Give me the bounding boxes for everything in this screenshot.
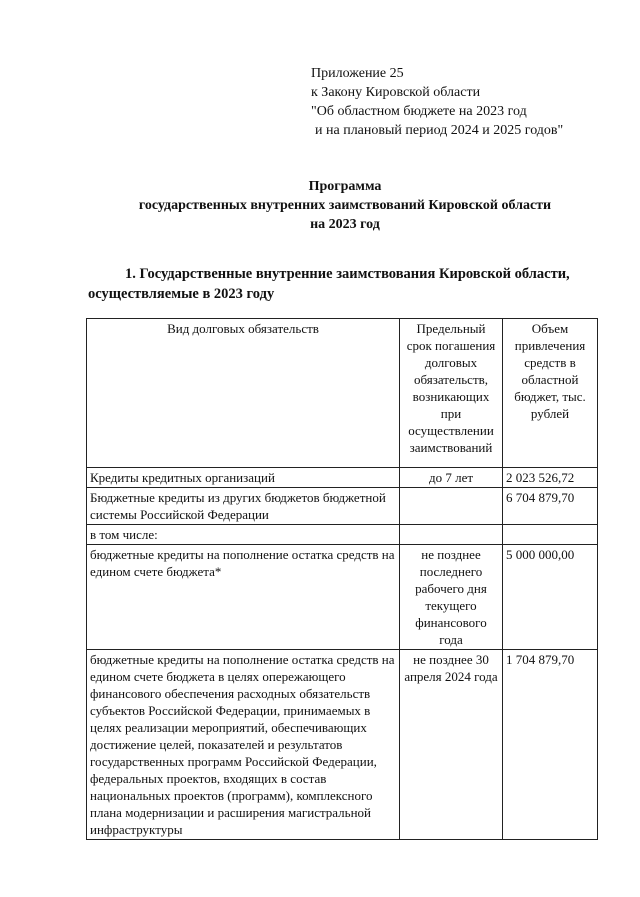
cell-amount: 1 704 879,70	[503, 650, 598, 840]
borrowings-table	[86, 318, 598, 840]
section-heading-line: 1. Государственные внутренние заимствования Кировской области,	[125, 266, 570, 282]
header-debt-type: Вид долговых обязательств	[87, 319, 400, 468]
section-heading	[88, 264, 608, 304]
cell-term	[400, 525, 503, 545]
title-line: на 2023 год	[310, 217, 380, 232]
cell-term: не позднее последнего рабочего дня текущего финансового года	[400, 545, 503, 650]
table-row	[87, 650, 598, 840]
appendix-header	[311, 64, 563, 140]
cell-debt-type: Кредиты кредитных организаций	[87, 468, 400, 488]
title-line: Программа	[308, 179, 382, 194]
cell-debt-type: бюджетные кредиты на пополнение остатка средств на едином счете бюджета*	[87, 545, 400, 650]
cell-term	[400, 488, 503, 525]
cell-amount: 2 023 526,72	[503, 468, 598, 488]
cell-debt-type: бюджетные кредиты на пополнение остатка средств на едином счете бюджета в целях опережающего финансового обеспечения расходных обязательств субъектов Российской Федерации, принимаемых в целях реализации мероприятий, обеспечивающих достижение целей, показателей и результатов государственных программ Российской Федерации, федеральных проектов, входящих в состав национальных проектов (программ), комплексного плана модернизации и расширения магистральной инфраструктуры	[87, 650, 400, 840]
cell-debt-type: в том числе:	[87, 525, 400, 545]
section-heading-line: осуществляемые в 2023 году	[88, 286, 275, 302]
table-row	[87, 545, 598, 650]
cell-debt-type: Бюджетные кредиты из других бюджетов бюджетной системы Российской Федерации	[87, 488, 400, 525]
table-row	[87, 468, 598, 488]
appendix-line: Приложение 25	[311, 66, 404, 81]
appendix-line: и на плановый период 2024 и 2025 годов"	[315, 123, 564, 138]
cell-amount	[503, 525, 598, 545]
title-line: государственных внутренних заимствований Кировской области	[138, 198, 552, 213]
appendix-line: к Закону Кировской области	[311, 85, 481, 100]
appendix-line: "Об областном бюджете на 2023 год	[311, 104, 527, 119]
document-title	[60, 177, 630, 234]
cell-amount: 5 000 000,00	[503, 545, 598, 650]
header-repayment-term: Предельный срок погашения долговых обязательств, возникающих при осуществлении заимствований	[400, 319, 503, 468]
table-row	[87, 525, 598, 545]
header-amount: Объем привлечения средств в областной бюджет, тыс. рублей	[503, 319, 598, 468]
cell-amount: 6 704 879,70	[503, 488, 598, 525]
table-header-row	[87, 319, 598, 468]
cell-term: до 7 лет	[400, 468, 503, 488]
table-row	[87, 488, 598, 525]
cell-term: не позднее 30 апреля 2024 года	[400, 650, 503, 840]
